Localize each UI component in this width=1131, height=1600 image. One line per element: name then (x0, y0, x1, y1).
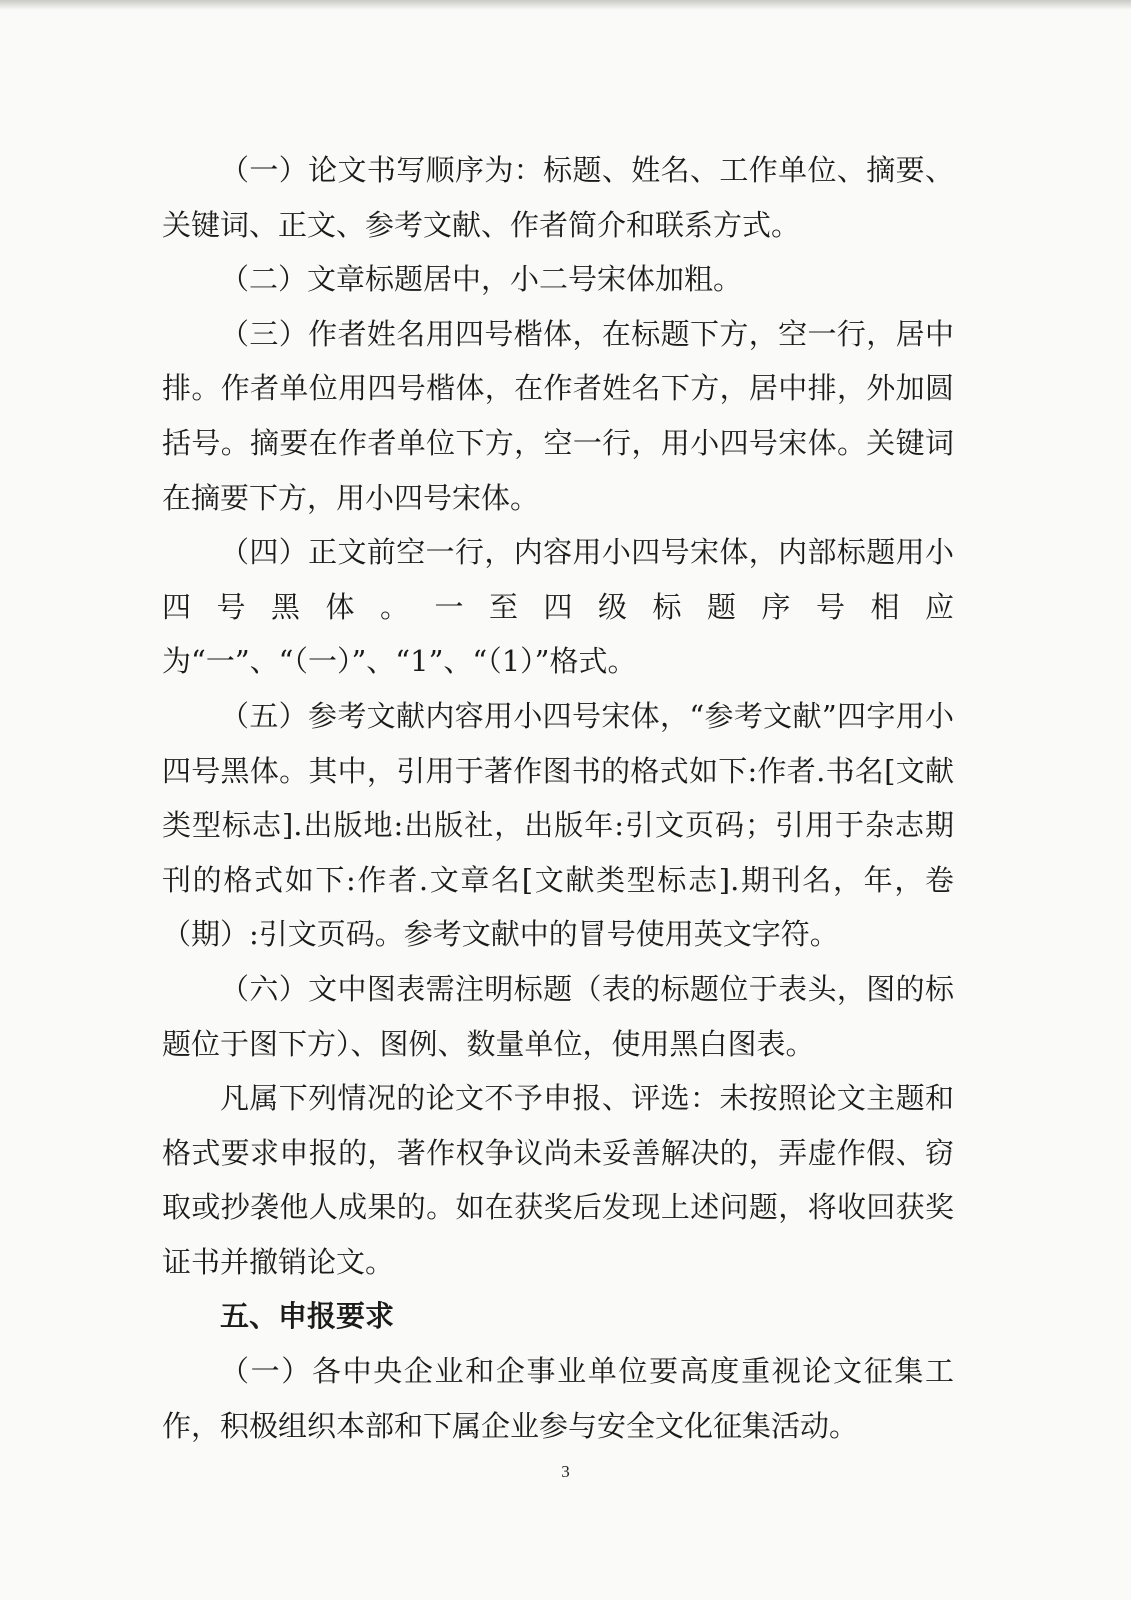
paragraph-writing-order: （一）论文书写顺序为：标题、姓名、工作单位、摘要、关键词、正文、参考文献、作者简介和联系方式。 (162, 153, 954, 242)
paragraph-exclusions: 凡属下列情况的论文不予申报、评选：未按照论文主题和格式要求申报的，著作权争议尚未妥善解决的，弄虚作假、窃取或抄袭他人成果的。如在获奖后发现上述问题，将收回获奖证书并撤销论文。 (162, 1081, 954, 1279)
section-heading: 五、申报要求 (220, 1299, 395, 1334)
paragraph-author-format: （三）作者姓名用四号楷体，在标题下方，空一行，居中排。作者单位用四号楷体，在作者姓名下方，居中排，外加圆括号。摘要在作者单位下方，空一行，用小四号宋体。关键词在摘要下方，用小四号宋体。 (162, 316, 954, 515)
paragraph-body-format: （四）正文前空一行，内容用小四号宋体，内部标题用小四号黑体。一至四级标题序号相应为“一”、“（一）”、“1”、“（1）”格式。 (162, 535, 954, 679)
paragraph-reference-format: （五）参考文献内容用小四号宋体，“参考文献”四字用小四号黑体。其中，引用于著作图书的格式如下:作者.书名[文献类型标志].出版地:出版社，出版年:引文页码；引用于杂志期刊的格式如下:作者.文章名[文献类型标志].期刊名，年，卷（期）:引文页码。参考文献中的冒号使用英文字符。 (162, 698, 954, 952)
scan-top-edge (0, 0, 1131, 10)
paragraph-title-format: （二）文章标题居中，小二号宋体加粗。 (220, 262, 743, 297)
page-number: 3 (561, 1462, 570, 1481)
document-body (162, 143, 954, 1453)
paragraph-figure-format: （六）文中图表需注明标题（表的标题位于表头，图的标题位于图下方）、图例、数量单位，使用黑白图表。 (162, 971, 954, 1061)
paragraph-submission-requirement: （一）各中央企业和企事业单位要高度重视论文征集工作，积极组织本部和下属企业参与安全文化征集活动。 (162, 1354, 954, 1443)
